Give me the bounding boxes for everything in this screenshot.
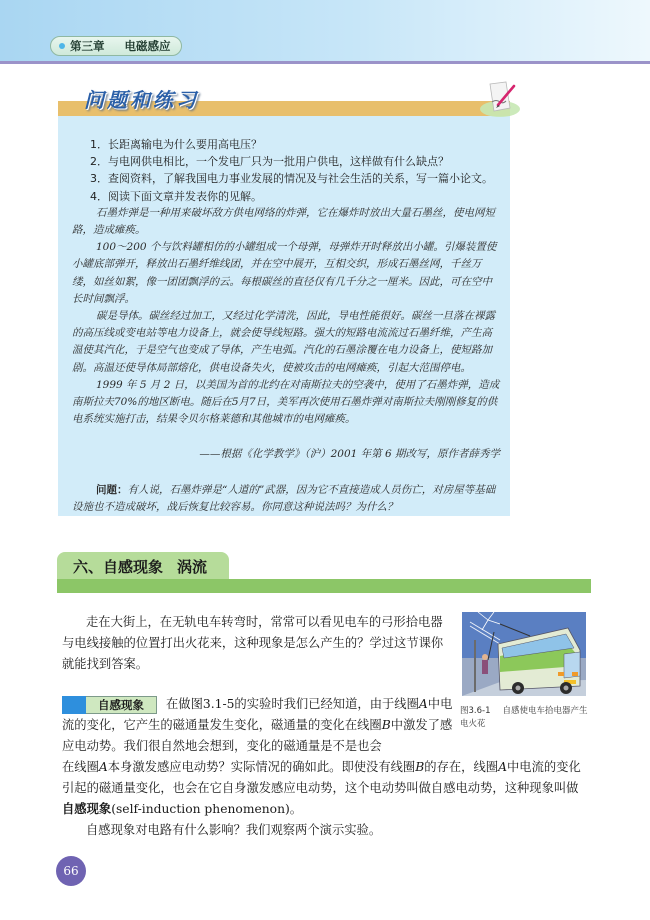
intro-paragraph: 走在大街上，在无轨电车转弯时，常常可以看见电车的弓形拾电器与电线接触的位置打出火花来，这种现象是怎么产生的？学过这节课你就能找到答案。 [62, 615, 444, 671]
exercise-question: 4．阅读下面文章并发表你的见解。 [90, 189, 262, 203]
exercises-title-bar-right [260, 101, 510, 116]
article-paragraph: 1999 年 5 月 2 日，以美国为首的北约在对南斯拉夫的空袭中，使用了石墨炸弹，造成南斯拉夫70%的地区断电。随后在5月7日，美军再次使用石墨炸弹对南斯拉夫刚刚修复的供电系统实施打击，结果令贝尔格莱德和其他城市的电网瘫痪。 [72, 378, 500, 426]
text-run: 在线圈 [62, 760, 99, 774]
term-self-induction: 自感现象 [62, 802, 112, 816]
section-number: 六、 [73, 557, 104, 576]
text-run: 中电流的变化引起的磁通量变化，也会在它自身激发感应电动势，这个电动势叫做自感电动势，这种现象叫做 [62, 760, 581, 795]
article-paragraph: 100～200 个与饮料罐相仿的小罐组成一个母弹，母弹炸开时释放出小罐。引爆装置使小罐底部弹开，释放出石墨纤维线团，并在空中展开，互相交织，形成石墨丝网，千丝万缕，如丝如絮，像一团团飘浮的云。每根碳丝的直径仅有几千分之一厘米。因此，可在空中长时间飘浮。 [72, 241, 497, 305]
variable-A: A [98, 760, 108, 774]
question-label: 问题： [96, 483, 128, 496]
variable-B: B [381, 718, 391, 732]
self-induction-paragraph-top [62, 694, 454, 757]
keyword-label: 自感现象 [86, 696, 157, 714]
chapter-number: 第三章 [70, 39, 105, 53]
term-english: (self-induction phenomenon) [111, 802, 290, 816]
section-title-a: 自感现象 [103, 557, 164, 576]
exercise-question: 2．与电网供电相比，一个发电厂只为一批用户供电，这样做有什么缺点？ [90, 155, 449, 169]
text-run: 中激发了感应电动势。我们很自然地会想到，变化的磁通量是不是也会 [62, 718, 453, 753]
variable-B: B [415, 760, 425, 774]
article-paragraph: 石墨炸弹是一种用来破坏敌方供电网络的炸弹，它在爆炸时放出大量石墨丝，使电网短路，造成瘫痪。 [72, 206, 495, 237]
discussion-question [72, 482, 500, 516]
exercise-question: 1．长距离输电为什么要用高电压？ [90, 138, 262, 151]
self-induction-paragraph-bottom [62, 757, 590, 841]
chapter-title: 电磁感应 [124, 39, 171, 53]
figure-caption-text: 自感使电车拾电器产生电火花 [460, 706, 588, 729]
variable-A: A [418, 697, 428, 711]
section-title-b: 涡流 [177, 557, 208, 576]
experiment-intro-paragraph: 自感现象对电路有什么影响？我们观察两个演示实验。 [86, 823, 382, 837]
article-paragraph: 碳是导体。碳丝经过加工，又经过化学清洗，因此，导电性能很好。碳丝一旦落在裸露的高压线或变电站等电力设备上，就会使导线短路。强大的短路电流流过石墨纤维，产生高温使其汽化，于是空气也变成了导体，产生电弧。汽化的石墨涂覆在电力设备上，使短路加剧。高温还使导体局部熔化，供电设备失火，使被攻击的电网瘫痪，引起大范围停电。 [72, 310, 495, 374]
bullet-dot-icon [59, 43, 65, 49]
text-run: 的存在，线圈 [424, 760, 499, 774]
article-source: ——根据《化学教学》（沪）2001 年第 6 期改写，原作者薛秀学 [199, 448, 500, 461]
text-run: 。 [289, 802, 303, 816]
chapter-label [50, 36, 182, 56]
figure-label: 图3.6-1 [460, 706, 491, 716]
trolleybus-spark-illustration [460, 610, 588, 700]
section-heading [57, 552, 229, 580]
text-run: 本身激发感应电动势？实际情况的确如此。即使没有线圈 [107, 760, 416, 774]
section-heading-bar [57, 579, 591, 593]
text-run: 中电流的变化，它产生的磁通量发生变化，磁通量的变化在线圈 [62, 697, 453, 732]
exercises-content [72, 136, 500, 516]
pen-and-paper-icon [478, 78, 522, 118]
figure-3-6-1 [460, 610, 588, 731]
exercise-question: 3．查阅资料，了解我国电力事业发展的情况及与社会生活的关系，写一篇小论文。 [90, 172, 493, 186]
page-number-badge: 66 [56, 856, 86, 886]
question-text: 有人说，石墨炸弹是“人道的”武器，因为它不直接造成人员伤亡，对房屋等基础设施也不造成破坏，战后恢复比较容易。你同意这种说法吗？为什么？ [72, 483, 496, 513]
exercises-heading: 问题和练习 [84, 88, 199, 112]
figure-caption [460, 705, 588, 731]
variable-A: A [498, 760, 507, 774]
text-run: 在做图3.1-5的实验时我们已经知道，由于线圈 [166, 697, 419, 711]
self-induction-continuation [62, 757, 590, 820]
